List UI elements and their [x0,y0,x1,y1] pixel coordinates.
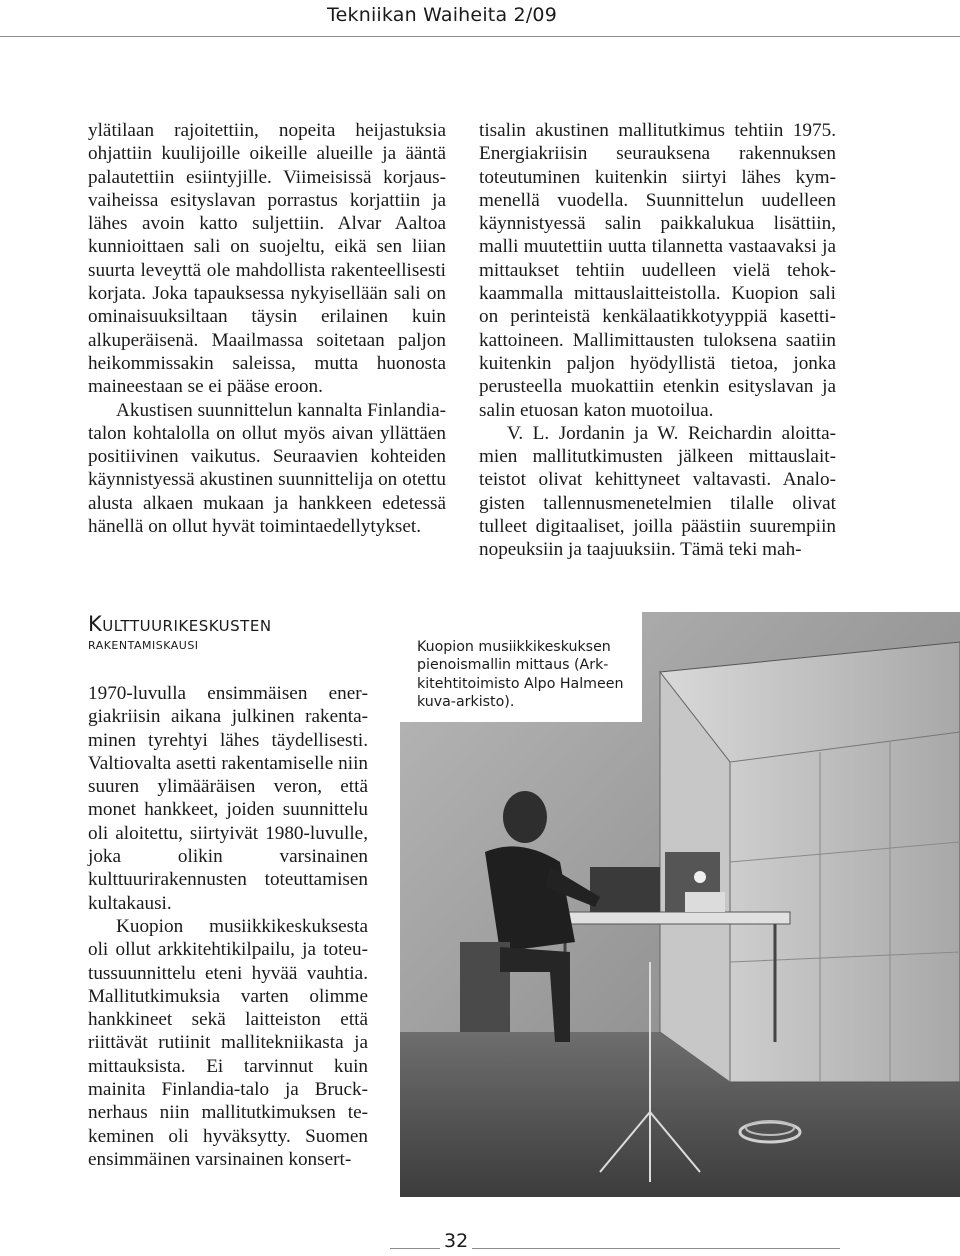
section-heading [88,614,388,654]
paragraph: tisalin akustinen mallitutkimus tehtiin 1975. Energiakriisin seurauksena rakennuksen toteutuminen kuitenkin siirtyi lähes kymmenellä vuodella. Suunnittelun uudelleen käynnistyessä salin paikkalukua lisättiin, malli muutettiin uutta tilannetta vastaavaksi ja mittaukset tehtiin uudelleen vielä tehokkaammalla mittauslaitteistolla. Kuopion sali on perinteistä kenkälaatikkotyyppiä kasettikattoineen. Mallimittausten tuloksena saatiin kuitenkin paljon hyödyllistä tietoa, jonka perusteella muokattiin etenkin esityslavan ja salin etuosan katon muotoilua. [479,120,836,421]
text-column-right [479,119,836,562]
paragraph: 1970-luvulla ensimmäisen energiakriisin aikana julkinen rakentaminen tyrehtyi lähes täydellisesti. Valtiovalta asetti rakentamiselle niin suuren ylimääräisen veron, että monet hankkeet, joiden suunnittelu oli aloitettu, siirtyivät 1980-luvulle, joka olikin varsinainen kulttuurirakennusten toteuttamisen kultakausi. [88,683,368,914]
paragraph: V. L. Jordanin ja W. Reichardin aloittamien mallitutkimusten jälkeen mittauslaitteistot olivat kehittyneet valtavasti. Analogisten tallennusmenetelmien tilalle olivat tulleet digitaaliset, joilla päästiin suurempiin nopeuksiin ja taajuuksiin. Tämä teki mah- [479,422,836,561]
page-number: 32 [440,1230,472,1252]
paragraph: Akustisen suunnittelun kannalta Finlandia-talon kohtalolla on ollut myös aivan yllättäen positiivinen vaikutus. Seuraavien kohteiden käynnistyessä akustinen suunnittelija on otettu alusta alkaen mukaan ja hankkeen edetessä hänellä on ollut hyvät toimintaedellytykset. [88,399,446,538]
figure-caption: Kuopion musiikkikeskuksen pienoismallin mittaus (Arkkitehtitoimisto Alpo Halmeen kuva-arkisto). [417,639,624,710]
paragraph: Kuopion musiikkikeskuksesta oli ollut arkkitehtikilpailu, ja toteutussuunnittelu eteni hyvää vauhtia. Mallitutkimuksia varten olimme hankkineet sekä laitteiston että riittävät rutiinit mallitekniikasta ja mittauksista. Ei tarvinnut kuin mainita Finlandia-talo ja Brucknerhaus niin mallitutkimuksen tekeminen oli hyväksytty. Suomen ensimmäinen varsinainen konsert- [88,915,368,1170]
paragraph: ylätilaan rajoitettiin, nopeita heijastuksia ohjattiin kuulijoille oikeille alueille ja ääntä palautettiin esiintyjille. Viimeisissä korjausvaiheissa esityslavan porrastus korjattiin ja lähes avoin katto suljettiin. Alvar Aaltoa kunnioittaen sali on suojeltu, eikä sen liian suurta leveyttä ole mahdollista rakenteellisesti korjata. Joka tapauksessa nykyisellään sali on ominaisuuksiltaan täysin erilainen kuin alkuperäisenä. Maailmassa soitetaan paljon heikommissakin saleissa, mutta huonosta maineestaan se ei pääse eroon. [88,120,446,398]
section-heading-line-2: rakentamiskausi [88,634,199,653]
running-header: Tekniikan Waiheita 2/09 [327,4,557,26]
header-rule [0,36,960,37]
text-column-section [88,682,368,1171]
section-heading-line-1: Kulttuurikeskusten [88,612,272,636]
text-column-left [88,119,446,538]
